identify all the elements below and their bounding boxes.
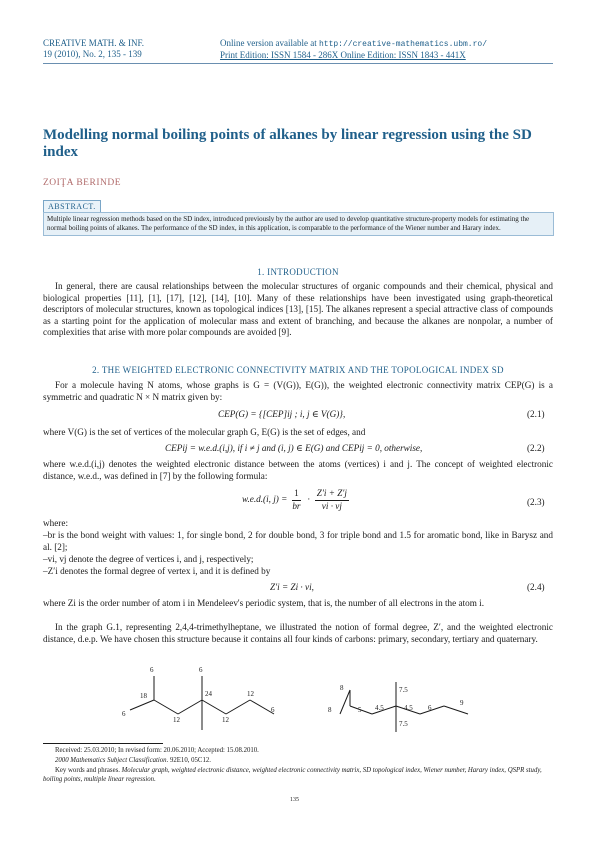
definition-item-bond-weight: –br is the bond weight with values: 1, for single bond, 2 for double bond, 3 for triple bond and 1.5 for aromatic bond, like in Barysz and al. [2]; [43,530,553,552]
atom-label: 12 [247,690,254,698]
molecular-graph-weighted-distance [320,660,500,740]
atom-label: 12 [173,716,180,724]
equation-number-2-1: (2.1) [527,409,545,419]
online-prefix: Online version available at [220,38,317,48]
equation-2-3: w.e.d.(i, j) = $\frac{1}{br}$ · Z′i + Z′j vi · vj [242,488,347,511]
definition-item-formal-degree: –Z′i denotes the formal degree of vertex i, and it is defined by [43,566,271,576]
molecular-graph-formal-degree [110,660,290,740]
journal-volume: 19 (2010), No. 2, 135 - 139 [43,49,142,59]
definition-item-degree: –vi, vj denote the degree of vertices i, and j, respectively; [43,554,254,564]
section2-paragraph-2: where V(G) is the set of vertices of the molecular graph G, E(G) is the set of edges, and [43,427,366,437]
atom-label: 6 [122,710,126,718]
section2-paragraph-4: where Zi is the order number of atom i in Mendeleev's periodic system, that is, the number of all electrons in the atom i. [43,598,485,608]
edition-info [220,38,555,61]
edge-label: 7.5 [399,720,408,728]
paper-title: Modelling normal boiling points of alkanes by linear regression using the SD index [43,127,532,160]
equation-number-2-2: (2.2) [527,443,545,453]
atom-label: 6 [199,666,203,674]
atom-label: 6 [150,666,154,674]
edge-label: 6 [428,704,432,712]
footnote-msc: 2000 Mathematics Subject Classification. 92E10, 05C12. [55,757,211,764]
edge-label: 7.5 [399,686,408,694]
abstract-label: ABSTRACT. [43,200,101,213]
journal-info [43,38,144,60]
where-label: where: [43,518,68,528]
author-name: ZOIŢA BERINDE [43,178,122,188]
introduction-paragraph: In general, there are causal relationships between the molecular structures of organic compounds and their chemical, physical and biological properties [11], [1], [17], [12], [14], [10]. Many of these relationships have been investigated using graph-theoretical descriptors of molecular structures, known as topological indices [13], [15]. The alkanes represent a special attractive class of compounds as a starting point for the application of molecular mass and extent of branching, and because the alkanes are nonpolar, a number of complexities that arise with more polar compounds are avoided [9]. [43,281,553,338]
page-number: 135 [290,797,299,803]
section2-paragraph-5: In the graph G.1, representing 2,4,4-trimethylheptane, we illustrated the notion of formal degree, Z′, and the weighted electronic distance, d.e.p. We have chosen this structure because it contains all four kinds of carbons: primary, secondary, tertiary and quaternary. [43,622,553,644]
atom-label: 12 [222,716,229,724]
edge-label: 4.5 [375,704,384,712]
equation-2-4: Z′i = Zi · vi, [270,582,314,592]
edge-label: 8 [340,684,344,692]
section2-paragraph-3: where w.e.d.(i,j) denotes the weighted electronic distance between the atoms (vertices) i and j. The concept of weighted electronic distance, w.e.d., was defined in [7] by the following formula: [43,459,553,481]
section-heading-introduction: 1. INTRODUCTION [257,267,339,277]
equation-number-2-3: (2.3) [527,497,545,507]
eq3-lhs: w.e.d.(i, j) = [242,494,288,505]
eq3-fraction-1: $\frac{1}{br}$ [292,488,301,511]
online-url[interactable]: http://creative-mathematics.ubm.ro/ [318,40,487,49]
atom-label: 6 [271,706,275,714]
footnote-received: Received: 25.03.2010; In revised form: 20.06.2010; Accepted: 15.08.2010. [55,747,259,754]
atom-label: 18 [140,692,147,700]
header-rule [43,63,553,64]
edge-label: 9 [460,699,464,707]
equation-2-2: CEPij = w.e.d.(i,j), if i ≠ j and (i, j) ∈ E(G) and CEPij = 0, otherwise, [165,443,423,453]
footnote-keywords: Key words and phrases. Molecular graph, weighted electronic distance, weighted electronic connectivity matrix, SD topological index, Wiener number, Harary index, QSPR study, boiling points, multiple linear regression. [43,767,542,783]
section-heading-wecm: 2. THE WEIGHTED ELECTRONIC CONNECTIVITY MATRIX AND THE TOPOLOGICAL INDEX SD [92,365,504,375]
abstract-text: Multiple linear regression methods based on the SD index, introduced previously by the author are used to develop quantitative structure-property models for estimating the normal boiling points of alkanes. The performance of the SD index, in this application, is comparable to the performance of the Wiener number and Harary index. [43,212,554,236]
eq3-fraction-2: Z′i + Z′j vi · vj [316,488,347,511]
atom-label: 24 [205,690,212,698]
edge-label: 4.5 [404,704,413,712]
section2-paragraph-1: For a molecule having N atoms, whose graphs is G = (V(G)), E(G)), the weighted electronic connectivity matrix CEP(G) is a symmetric and quadratic N × N matrix given by: [43,380,553,402]
print-edition: Print Edition: ISSN 1584 - 286X Online Edition: ISSN 1843 - 441X [220,50,466,60]
footnote-rule [43,743,163,744]
journal-name: CREATIVE MATH. & INF. [43,38,145,48]
edge-label: 5 [358,706,362,714]
equation-2-1: CEP(G) = {[CEP]ij ; i, j ∈ V(G)}, [218,409,346,419]
edge-label: 8 [328,706,332,714]
equation-number-2-4: (2.4) [527,582,545,592]
